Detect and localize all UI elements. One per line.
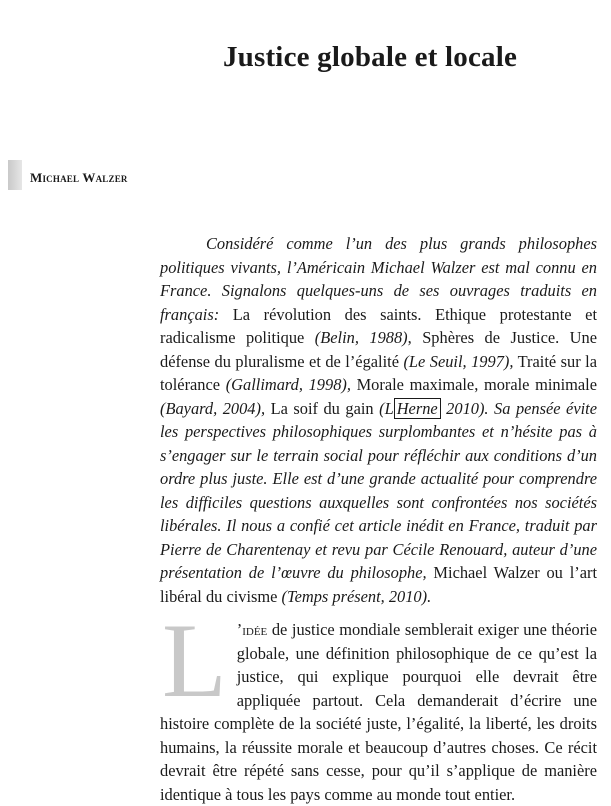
intro-text: (Le Seuil, 1997), [403, 351, 514, 371]
intro-paragraph [160, 232, 597, 608]
intro-text: Michael Walzer ou l’art libéral du civisme [160, 563, 598, 606]
article-title: Justice globale et locale [222, 41, 518, 74]
intro-text: 2010). Sa pensée évite les perspectives philosophiques surplombantes et n’hésite pas à s’engager sur le terrain social pour réfléchir aux conditions d’un ordre plus juste. Elle est d’une grande actualité pour comprendre les difficiles questions auxquelles sont confrontées nos sociétés libérales. Il nous a confié cet article inédit en France, traduit par Pierre de Charentenay et revu par Cécile Renouard, auteur d’une présentation de l’œuvre du philosophe, [160, 398, 597, 582]
drop-cap: L [162, 602, 227, 719]
body-text [160, 602, 597, 806]
intro-text: Morale maximale, morale minimale [350, 375, 598, 394]
intro-text: (Gallimard, 1998), [225, 375, 351, 394]
intro-text: La révolution des saints. Ethique protestante et radicalisme politique [160, 304, 597, 347]
body-paragraph [160, 602, 597, 806]
highlighted-word: Herne [394, 398, 441, 419]
intro-text: Considéré comme l’un des plus grands philosophes politiques vivants, l’Américain Michael Walzer est mal connu en France. Signalons quelques-uns de ses ouvrages traduits en français: [160, 234, 597, 324]
body-paragraph-text: de justice mondiale semblerait exiger une théorie globale, une définition philosophique de ce qu’est la justice, qui explique pourquoi elle devrait être appliquée partout. Cela demanderait d’écrire une histoire complète de la société juste, l’égalité, la liberté, les droits humains, la réussite morale et beaucoup d’autres choses. Ce récit devrait être répété sans cesse, pour qu’il s’applique de manière identique à tous les pays comme au monde tout entier. [160, 620, 597, 804]
intro-text: Traité sur la tolérance [160, 351, 597, 394]
intro-text: (Temps présent, 2010). [281, 586, 432, 606]
intro-text: , Sphères de Justice. Une défense du pluralisme et de l’égalité [160, 328, 597, 371]
intro-text: La soif du gain [265, 398, 380, 418]
intro-text: (Bayard, 2004), [160, 398, 266, 418]
author-name: Michael Walzer [30, 170, 128, 185]
intro-text: (Belin, 1988) [314, 328, 408, 347]
intro-abstract [160, 232, 597, 608]
lead-in-word: ’idée [236, 620, 268, 639]
author-marker-bar [8, 160, 22, 190]
intro-text: (L [379, 398, 394, 418]
